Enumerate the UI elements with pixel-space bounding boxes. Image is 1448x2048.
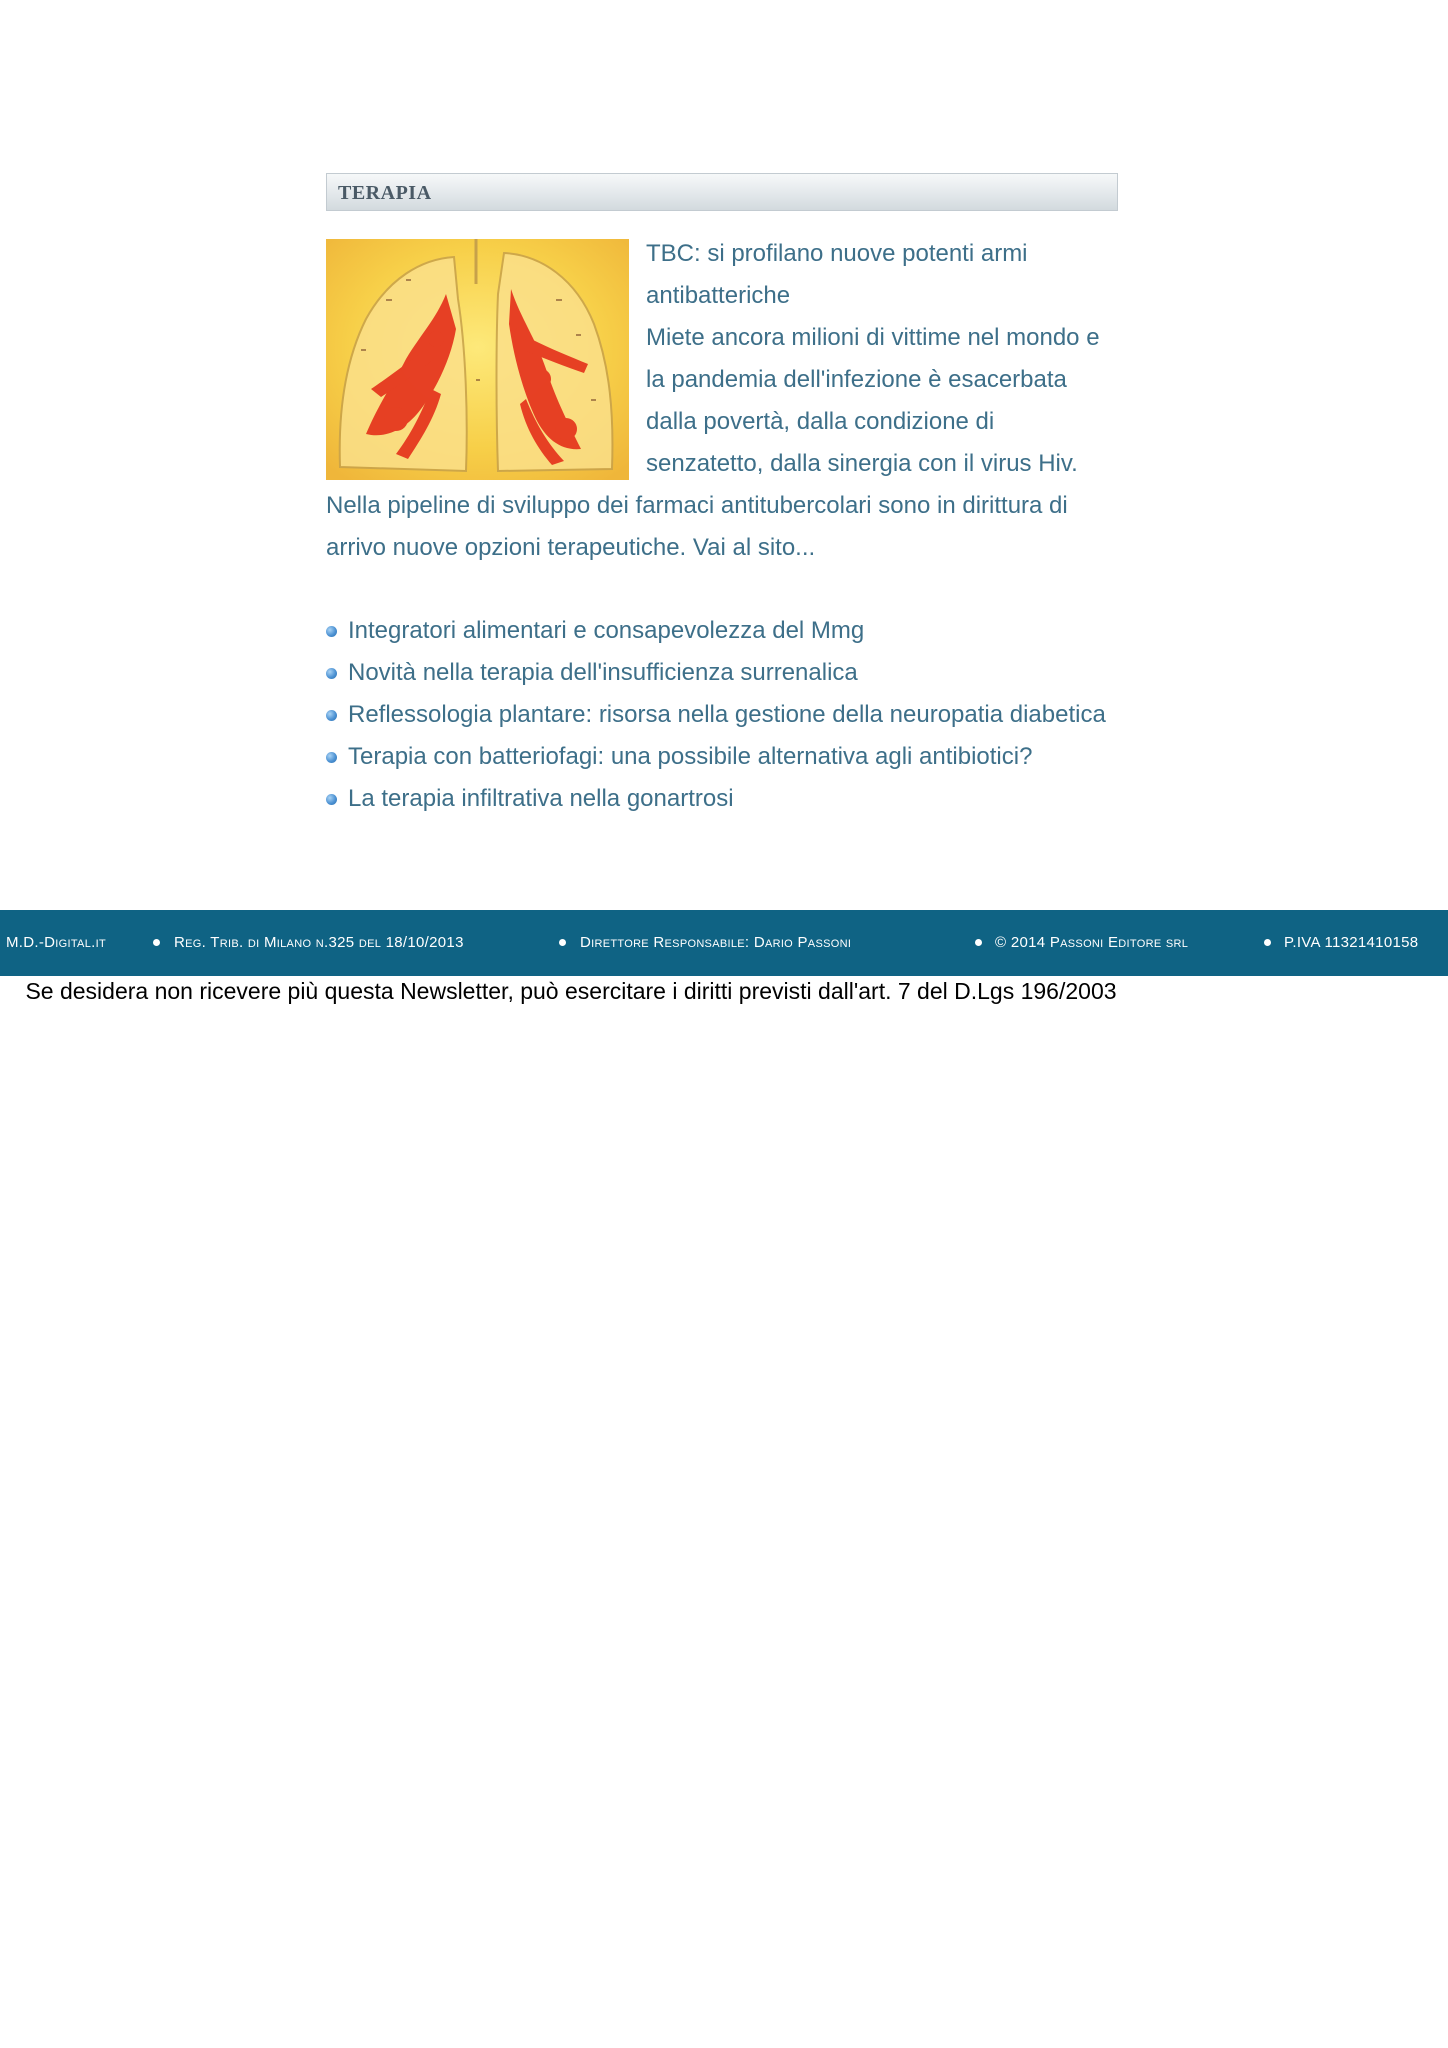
- feature-line: senzatetto, dalla sinergia con il virus Hiv.: [646, 450, 1078, 477]
- bullet-icon: [326, 752, 337, 763]
- news-item[interactable]: [326, 736, 1106, 778]
- feature-headline[interactable]: [646, 233, 1126, 485]
- footer-director: Direttore Responsabile: Dario Passoni: [580, 934, 852, 951]
- bullet-separator-icon: [153, 939, 160, 946]
- feature-line: la pandemia dell'infezione è esacerbata: [646, 366, 1067, 393]
- news-item-label[interactable]: Terapia con batteriofagi: una possibile alternativa agli antibiotici?: [348, 743, 1033, 770]
- feature-line: dalla povertà, dalla condizione di: [646, 408, 995, 435]
- lung-xray-image[interactable]: [326, 239, 629, 480]
- footer-bar: [0, 910, 1448, 976]
- feature-line: Miete ancora milioni di vittime nel mondo e: [646, 324, 1100, 351]
- news-item-label[interactable]: Reflessologia plantare: risorsa nella gestione della neuropatia diabetica: [348, 701, 1106, 728]
- section-title: TERAPIA: [338, 182, 432, 204]
- footer-vat: P.IVA 11321410158: [1284, 934, 1419, 951]
- feature-body-line: Nella pipeline di sviluppo dei farmaci antitubercolari sono in dirittura di: [326, 492, 1068, 519]
- footer-registration: Reg. Trib. di Milano n.325 del 18/10/2013: [174, 934, 464, 951]
- news-list: [326, 610, 1106, 820]
- bullet-icon: [326, 626, 337, 637]
- news-item-label[interactable]: Novità nella terapia dell'insufficienza surrenalica: [348, 659, 858, 686]
- feature-line[interactable]: TBC: si profilano nuove potenti armi: [646, 240, 1028, 267]
- bullet-icon: [326, 794, 337, 805]
- bullet-icon: [326, 668, 337, 679]
- news-item-label[interactable]: La terapia infiltrativa nella gonartrosi: [348, 785, 734, 812]
- news-item[interactable]: [326, 694, 1106, 736]
- news-item[interactable]: [326, 610, 1106, 652]
- feature-body-line[interactable]: arrivo nuove opzioni terapeutiche. Vai al sito...: [326, 534, 816, 561]
- news-item[interactable]: [326, 652, 1106, 694]
- news-item-label[interactable]: Integratori alimentari e consapevolezza del Mmg: [348, 617, 865, 644]
- section-header: [326, 173, 1118, 211]
- news-item[interactable]: [326, 778, 1106, 820]
- footer-copyright: © 2014 Passoni Editore srl: [995, 934, 1189, 951]
- bullet-icon: [326, 710, 337, 721]
- bullet-separator-icon: [975, 939, 982, 946]
- bullet-separator-icon: [559, 939, 566, 946]
- unsubscribe-text[interactable]: Se desidera non ricevere più questa Newsletter, può esercitare i diritti previsti dall'art. 7 del D.Lgs 196/2003: [25, 978, 1117, 1004]
- feature-line[interactable]: antibatteriche: [646, 282, 791, 309]
- unsubscribe-notice: [0, 977, 1448, 1005]
- feature-body: [326, 485, 1126, 569]
- footer-site-link[interactable]: M.D.-Digital.it: [6, 934, 106, 951]
- bullet-separator-icon: [1264, 939, 1271, 946]
